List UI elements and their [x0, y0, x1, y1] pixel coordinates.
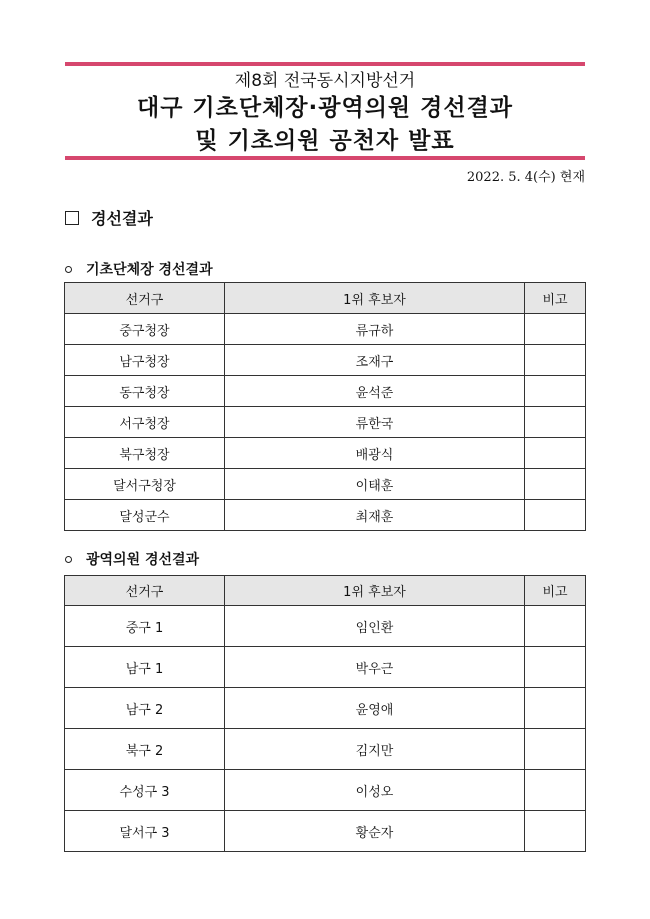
column-header-district: 선거구: [65, 283, 225, 314]
note-cell: [525, 811, 586, 852]
note-cell: [525, 606, 586, 647]
note-cell: [525, 376, 586, 407]
mayor-heading-text: 기초단체장 경선결과: [86, 262, 213, 278]
table-row: [65, 376, 586, 407]
section-title: 경선결과: [91, 209, 153, 228]
district-cell: 남구청장: [65, 345, 225, 376]
table-row: [65, 314, 586, 345]
note-cell: [525, 770, 586, 811]
header-subtitle: 제8회 전국동시지방선거: [234, 71, 416, 91]
candidate-cell: 김지만: [225, 729, 525, 770]
candidate-cell: 조재구: [225, 345, 525, 376]
circle-bullet-icon: [65, 556, 72, 563]
note-cell: [525, 500, 586, 531]
district-cell: 북구 2: [65, 729, 225, 770]
note-cell: [525, 407, 586, 438]
table-row: [65, 770, 586, 811]
column-header-candidate: 1위 후보자: [225, 283, 525, 314]
candidate-cell: 윤석준: [225, 376, 525, 407]
district-cell: 서구청장: [65, 407, 225, 438]
table-row: [65, 500, 586, 531]
square-bullet-icon: [65, 211, 79, 225]
district-cell: 남구 1: [65, 647, 225, 688]
district-cell: 북구청장: [65, 438, 225, 469]
note-cell: [525, 314, 586, 345]
column-header-note: 비고: [525, 283, 586, 314]
candidate-cell: 박우근: [225, 647, 525, 688]
table-row: [65, 729, 586, 770]
candidate-cell: 류규하: [225, 314, 525, 345]
section-heading: [65, 206, 153, 229]
candidate-cell: 임인환: [225, 606, 525, 647]
table-row: [65, 688, 586, 729]
note-cell: [525, 345, 586, 376]
report-date: 2022. 5. 4(수) 현재: [466, 170, 585, 185]
council-results-heading: [65, 549, 199, 569]
mayor-results-table: [64, 282, 586, 531]
table-row: [65, 606, 586, 647]
table-row: [65, 438, 586, 469]
candidate-cell: 최재훈: [225, 500, 525, 531]
circle-bullet-icon: [65, 266, 72, 273]
table-row: [65, 811, 586, 852]
council-results-table: [64, 575, 586, 852]
table-header-row: [65, 576, 586, 606]
table-row: [65, 345, 586, 376]
district-cell: 달서구청장: [65, 469, 225, 500]
note-cell: [525, 729, 586, 770]
page-title-line1: 대구 기초단체장·광역의원 경선결과: [136, 95, 514, 121]
table-row: [65, 647, 586, 688]
district-cell: 달성군수: [65, 500, 225, 531]
table-header-row: [65, 283, 586, 314]
district-cell: 달서구 3: [65, 811, 225, 852]
district-cell: 동구청장: [65, 376, 225, 407]
page-title-line2: 및 기초의원 공천자 발표: [195, 128, 455, 154]
column-header-district: 선거구: [65, 576, 225, 606]
table-row: [65, 469, 586, 500]
district-cell: 수성구 3: [65, 770, 225, 811]
candidate-cell: 이성오: [225, 770, 525, 811]
note-cell: [525, 688, 586, 729]
note-cell: [525, 438, 586, 469]
candidate-cell: 황순자: [225, 811, 525, 852]
candidate-cell: 류한국: [225, 407, 525, 438]
district-cell: 중구청장: [65, 314, 225, 345]
district-cell: 중구 1: [65, 606, 225, 647]
column-header-candidate: 1위 후보자: [225, 576, 525, 606]
header-bottom-rule: [65, 156, 585, 160]
candidate-cell: 배광식: [225, 438, 525, 469]
note-cell: [525, 647, 586, 688]
mayor-results-heading: [65, 259, 213, 279]
note-cell: [525, 469, 586, 500]
district-cell: 남구 2: [65, 688, 225, 729]
candidate-cell: 윤영애: [225, 688, 525, 729]
table-row: [65, 407, 586, 438]
candidate-cell: 이태훈: [225, 469, 525, 500]
column-header-note: 비고: [525, 576, 586, 606]
council-heading-text: 광역의원 경선결과: [86, 552, 200, 568]
